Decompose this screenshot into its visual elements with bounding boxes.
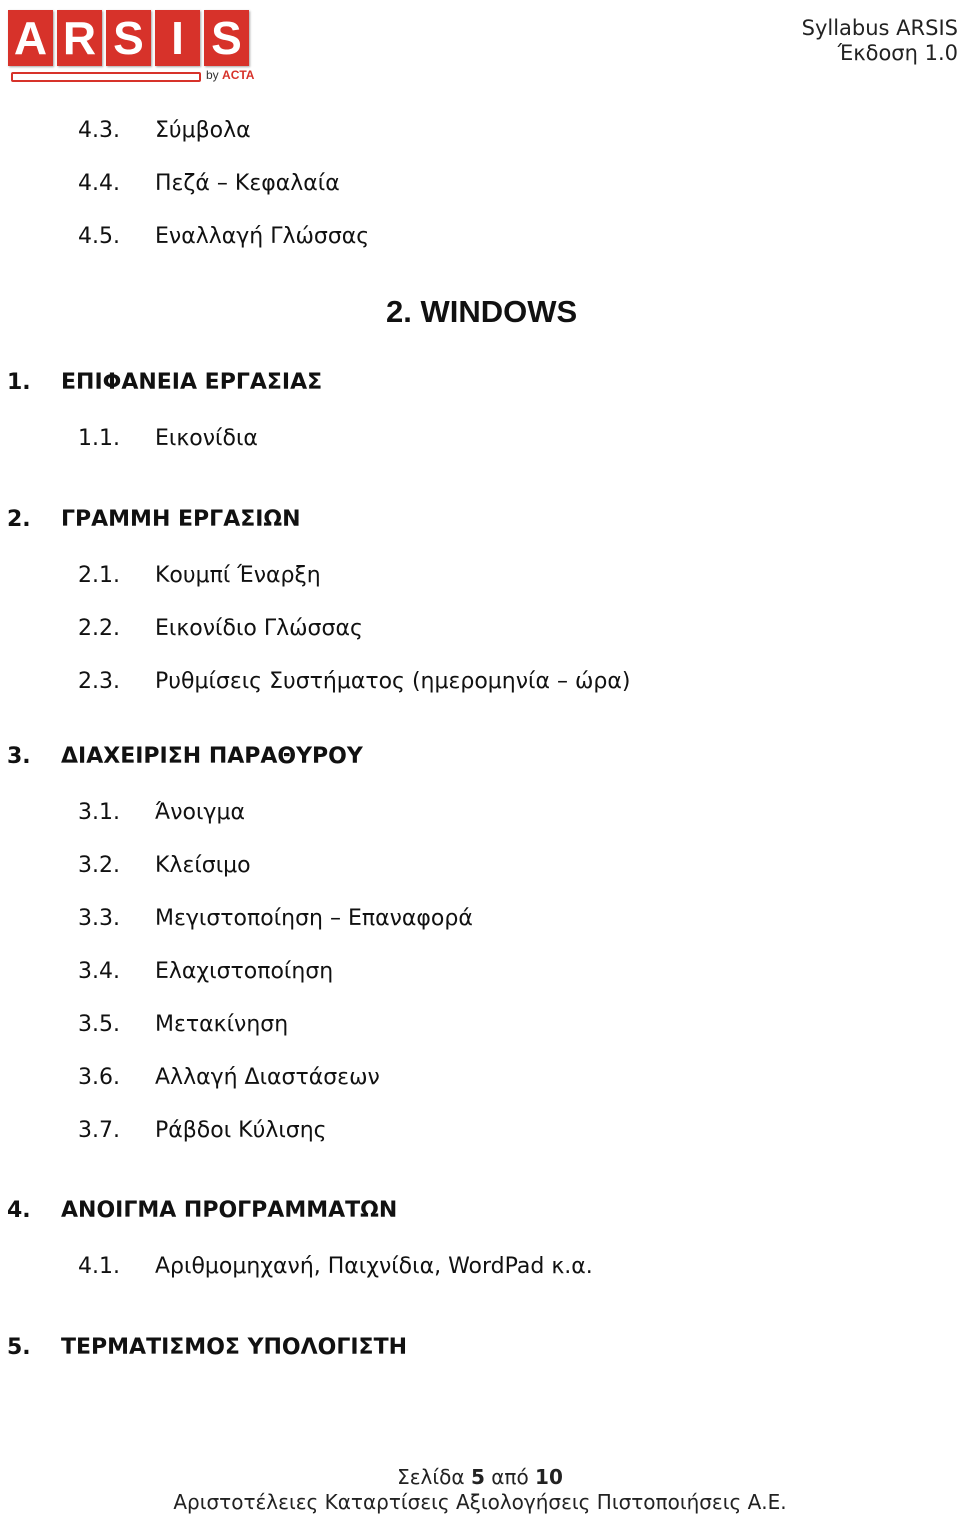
- heading-number: 1.: [7, 370, 31, 395]
- item-text: Ράβδοι Κύλισης: [155, 1118, 327, 1143]
- item-number: 3.4.: [78, 959, 120, 984]
- company-name: Αριστοτέλειες Καταρτίσεις Αξιολογήσεις Πιστοποιήσεις Α.Ε.: [173, 1490, 787, 1514]
- page-of: από: [491, 1465, 529, 1489]
- heading-number: 2.: [7, 507, 31, 532]
- item-text: Άνοιγμα: [155, 800, 245, 825]
- heading-text: ΑΝΟΙΓΜΑ ΠΡΟΓΡΑΜΜΑΤΩΝ: [61, 1198, 398, 1223]
- item-number: 3.7.: [78, 1118, 120, 1143]
- item-number: 3.3.: [78, 906, 120, 931]
- logo-letter: A: [8, 10, 53, 66]
- item-text: Ρυθμίσεις Συστήματος (ημερομηνία – ώρα): [155, 669, 631, 694]
- logo-brand: ACTA: [222, 68, 255, 82]
- logo-underline: [11, 72, 201, 82]
- item-text: Σύμβολα: [155, 118, 251, 143]
- page-label: Σελίδα: [397, 1465, 465, 1489]
- page-current: 5: [470, 1465, 485, 1489]
- item-number: 4.1.: [78, 1254, 120, 1279]
- item-number: 3.2.: [78, 853, 120, 878]
- item-number: 4.5.: [78, 224, 120, 249]
- item-number: 3.5.: [78, 1012, 120, 1037]
- logo-by-text: by: [206, 68, 219, 82]
- item-text: Κουμπί Έναρξη: [155, 563, 321, 588]
- item-number: 1.1.: [78, 426, 120, 451]
- item-number: 2.2.: [78, 616, 120, 641]
- page-number: [0, 1465, 960, 1489]
- item-text: Εναλλαγή Γλώσσας: [155, 224, 370, 249]
- document-header-info: [802, 16, 958, 66]
- logo-letter: I: [155, 10, 200, 66]
- item-text: Ελαχιστοποίηση: [155, 959, 334, 984]
- arsis-logo: [8, 10, 254, 86]
- logo-by-acta: [206, 68, 254, 82]
- heading-text: ΓΡΑΜΜΗ ΕΡΓΑΣΙΩΝ: [61, 507, 301, 532]
- doc-title: Syllabus ARSIS: [801, 16, 958, 40]
- item-number: 3.1.: [78, 800, 120, 825]
- item-text: Αλλαγή Διαστάσεων: [155, 1065, 380, 1090]
- heading-text: ΔΙΑΧΕΙΡΙΣΗ ΠΑΡΑΘΥΡΟΥ: [61, 744, 363, 769]
- heading-text: ΤΕΡΜΑΤΙΣΜΟΣ ΥΠΟΛΟΓΙΣΤΗ: [61, 1335, 408, 1360]
- page-total: 10: [535, 1465, 563, 1489]
- heading-number: 5.: [7, 1335, 31, 1360]
- logo-letter: R: [57, 10, 102, 66]
- logo-letter: S: [106, 10, 151, 66]
- doc-version: Έκδοση 1.0: [837, 41, 958, 65]
- item-text: Μετακίνηση: [155, 1012, 289, 1037]
- item-number: 2.1.: [78, 563, 120, 588]
- item-text: Μεγιστοποίηση – Επαναφορά: [155, 906, 473, 931]
- item-number: 3.6.: [78, 1065, 120, 1090]
- heading-text: ΕΠΙΦΑΝΕΙΑ ΕΡΓΑΣΙΑΣ: [61, 370, 323, 395]
- logo-letters: [8, 10, 249, 66]
- item-number: 4.3.: [78, 118, 120, 143]
- heading-number: 4.: [7, 1198, 31, 1223]
- item-text: Πεζά – Κεφαλαία: [155, 171, 340, 196]
- page-title: 2. WINDOWS: [386, 294, 578, 329]
- item-text: Εικονίδια: [155, 426, 258, 451]
- item-text: Αριθμομηχανή, Παιχνίδια, WordPad κ.α.: [155, 1254, 593, 1279]
- item-number: 2.3.: [78, 669, 120, 694]
- heading-number: 3.: [7, 744, 31, 769]
- item-text: Εικονίδιο Γλώσσας: [155, 616, 363, 641]
- item-number: 4.4.: [78, 171, 120, 196]
- logo-letter: S: [204, 10, 249, 66]
- item-text: Κλείσιμο: [155, 853, 251, 878]
